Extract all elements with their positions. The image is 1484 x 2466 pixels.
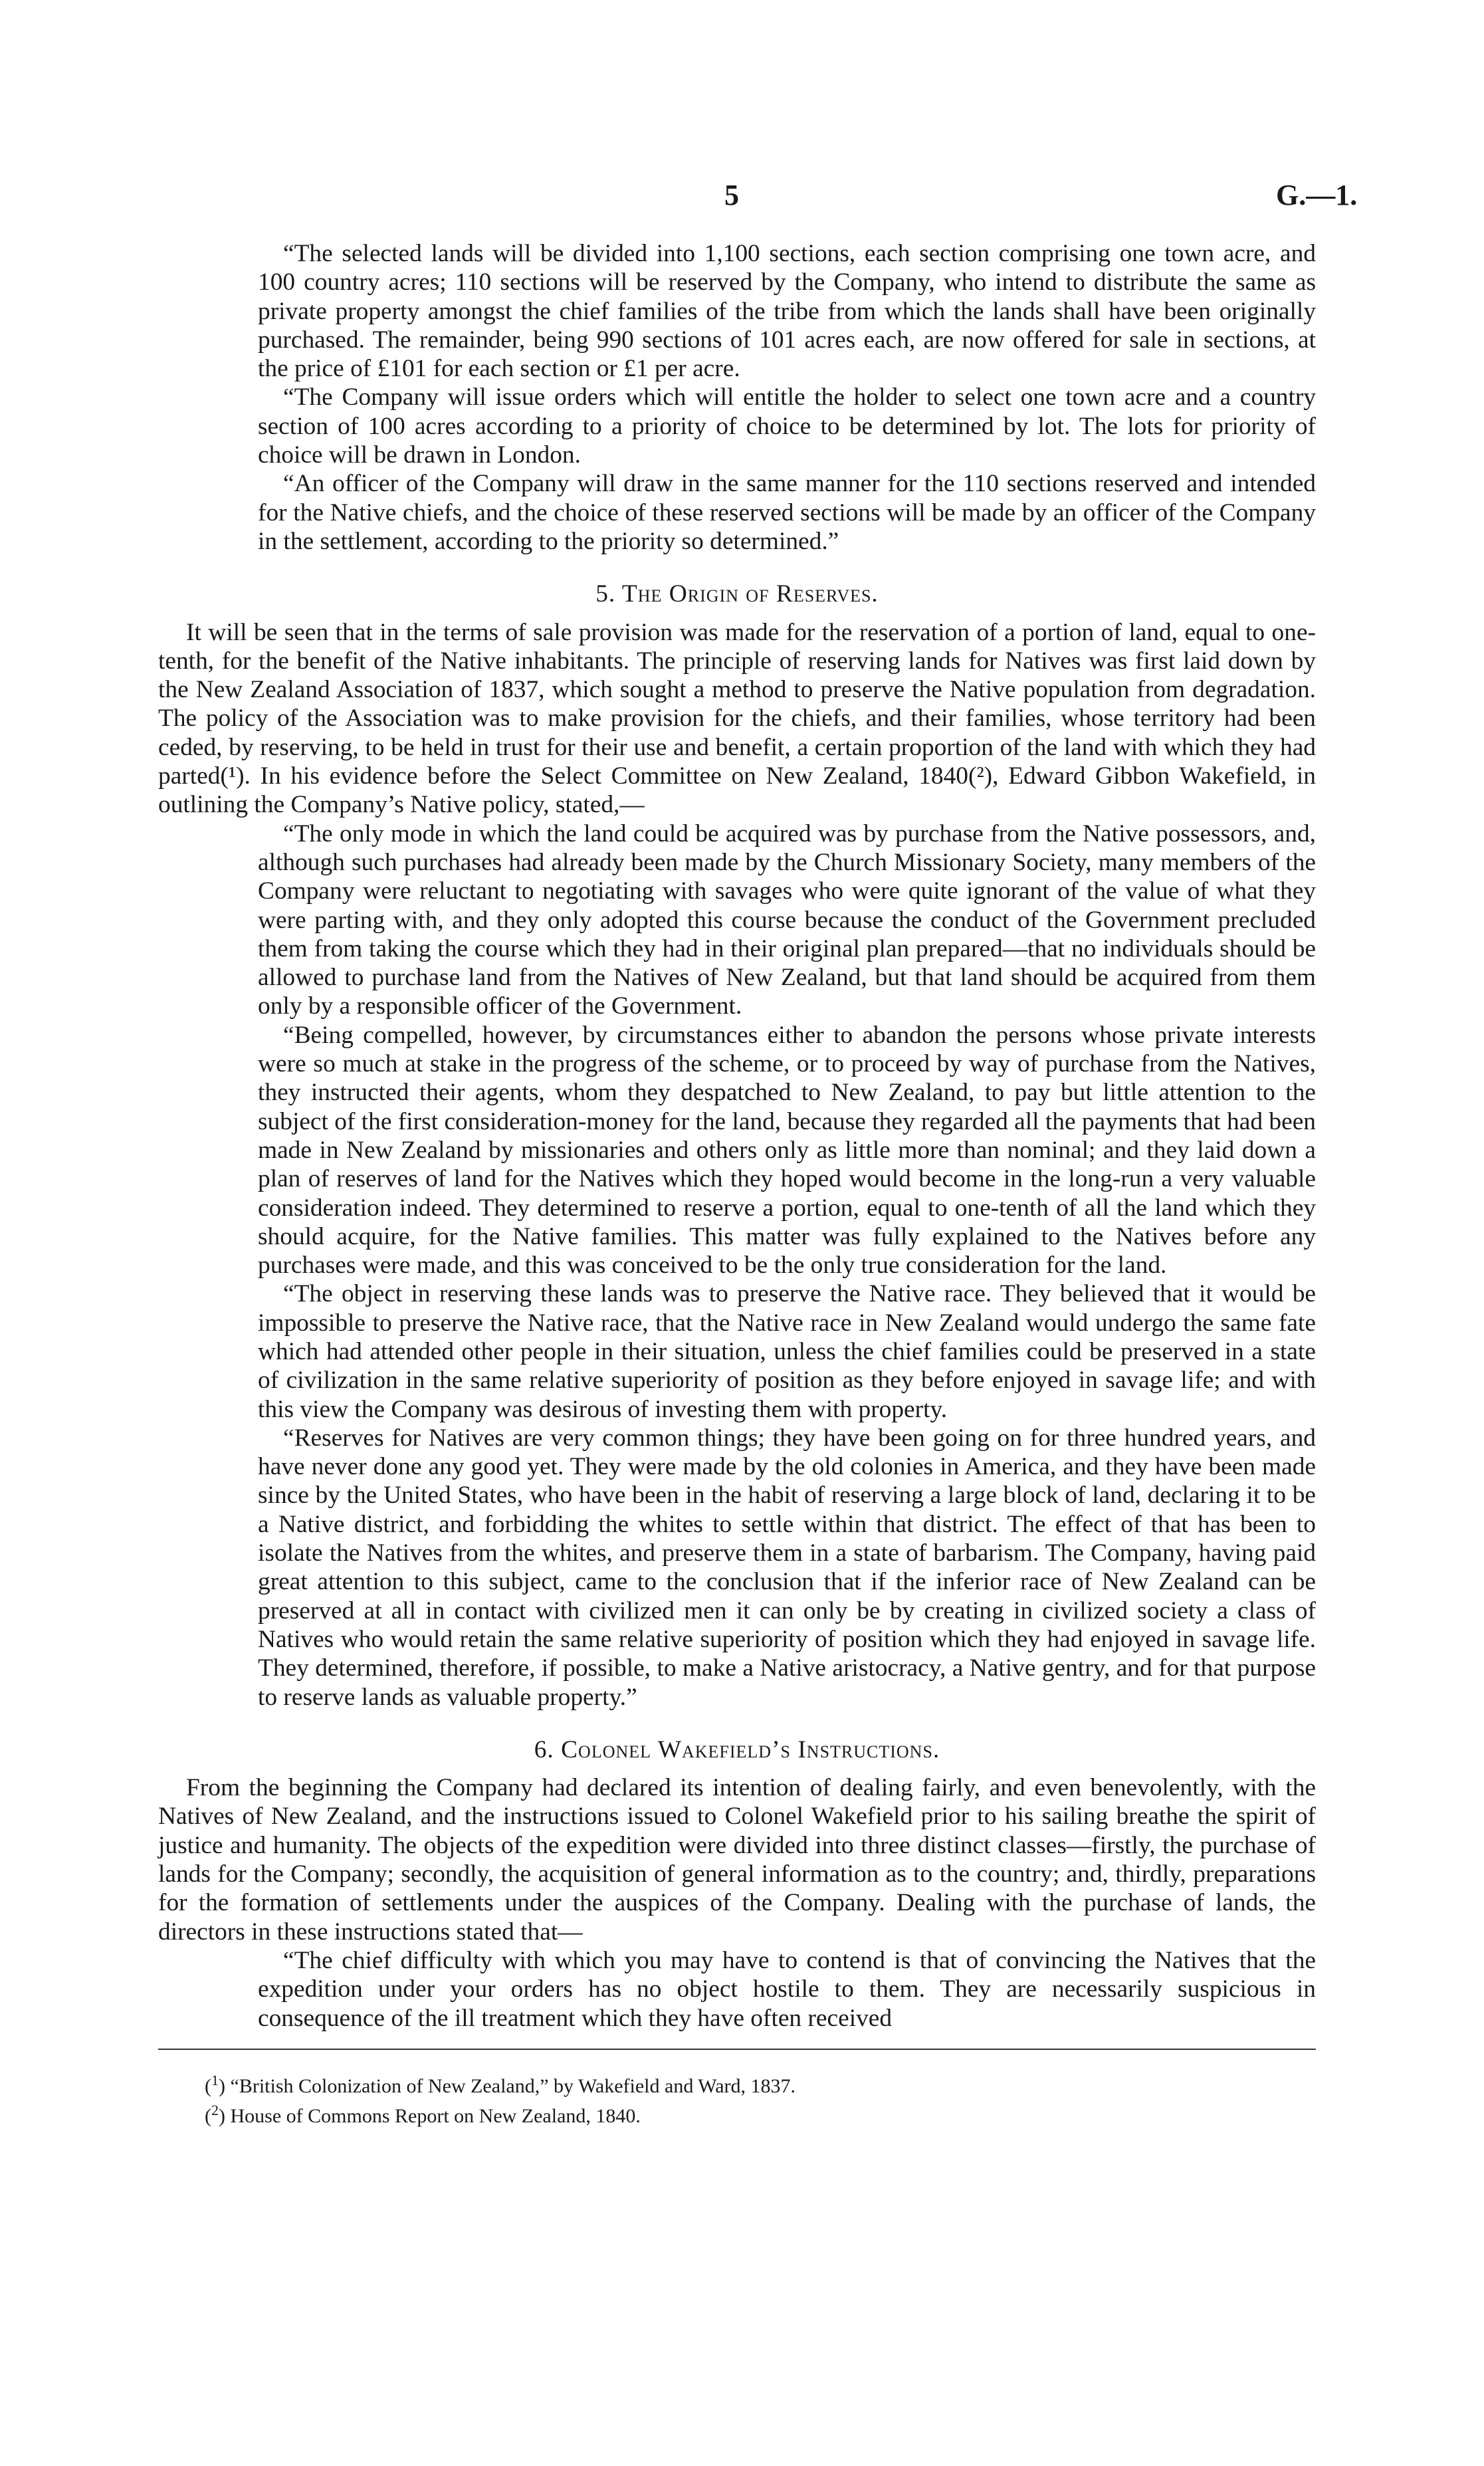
section5-intro-paragraph: It will be seen that in the terms of sale provision was made for the reservation of a portion of land, equal to one-tenth, for the benefit of the Native inhabitants. The principle of reserving lands for Natives was first laid down by the New Zealand Association of 1837, which sought a method to preserve the Native population from degradation. The policy of the Association was to make provision for the chiefs, and their families, whose territory had been ceded, by reserving, to be held in trust for their use and benefit, a certain proportion of the land with which they had parted(¹). In his evidence before the Select Committee on New Zealand, 1840(²), Edward Gibbon Wakefield, in outlining the Company’s Native policy, stated,— [158, 618, 1316, 819]
quote-paragraph: “The only mode in which the land could be acquired was by purchase from the Native possessors, and, although such purchases had already been made by the Church Missionary Society, many members of the Company were reluctant to negotiating with savages who were quite ignorant of the value of what they were parting with, and they only adopted this course because the conduct of the Government precluded them from taking the course which they had in their original plan prepared—that no individuals should be allowed to purchase land from the Natives of New Zealand, but that land should be acquired from them only by a responsible officer of the Government. [258, 820, 1316, 1020]
footnote-mark: 1 [211, 2071, 219, 2088]
section-heading-origin-of-reserves: 5. The Origin of Reserves. [595, 580, 879, 608]
footnote-text: “British Colonization of New Zealand,” by Wakefield and Ward, 1837. [230, 2074, 796, 2097]
instructions-quote [158, 1946, 1316, 2033]
wakefield-evidence-quote [158, 820, 1316, 1712]
footnote-mark: 2 [211, 2101, 219, 2118]
quote-paragraph: “The Company will issue orders which will entitle the holder to select one town acre and a country section of 100 acres according to a priority of choice to be determined by lot. The lots for priority of choice will be drawn in London. [258, 384, 1316, 469]
quote-paragraph: “An officer of the Company will draw in the same manner for the 110 sections reserved and intended for the Native chiefs, and the choice of these reserved sections will be made by an officer of the Company in the settlement, according to the priority so determined.” [258, 470, 1316, 555]
footnotes [158, 2069, 1316, 2128]
quote-paragraph: “Being compelled, however, by circumstances either to abandon the persons whose private interests were so much at stake in the progress of the scheme, or to proceed by way of purchase from the Natives, they instructed their agents, whom they despatched to New Zealand, to pay but little attention to the subject of the first consideration-money for the land, because they regarded all the payments that had been made in New Zealand by missionaries and others only as little more than nominal; and they laid down a plan of reserves of land for the Natives which they hoped would become in the long-run a very valuable consideration indeed. They determined to reserve a portion, equal to one-tenth of all the land which they should acquire, for the Native families. This matter was fully explained to the Natives before any purchases were made, and this was conceived to be the only true consideration for the land. [258, 1021, 1316, 1280]
quote-paragraph: “The selected lands will be divided into 1,100 sections, each section comprising one town acre, and 100 country acres; 110 sections will be reserved by the Company, who intend to distribute the same as private property amongst the chief families of the tribe from which the lands shall have been originally purchased. The remainder, being 990 sections of 101 acres each, are now offered for sale in sections, at the price of £101 for each section or £1 per acre. [258, 240, 1316, 383]
footnote: ($^2$) House of Commons Report on New Zealand, 1840. [205, 2101, 641, 2127]
footnote-divider [158, 2049, 1316, 2050]
quote-paragraph: “Reserves for Natives are very common things; they have been going on for three hundred years, and have never done any good yet. They were made by the old colonies in America, and they have been made since by the United States, who have been in the habit of reserving a large block of land, declaring it to be a Native district, and forbidding the whites to settle within that district. The effect of that has been to isolate the Natives from the whites, and preserve them in a state of barbarism. The Company, having paid great attention to this subject, came to the conclusion that if the inferior race of New Zealand can be preserved at all in contact with civilized men it can only be by creating in civilized society a class of Natives who would retain the same relative superiority of position which they had enjoyed in savage life. They determined, therefore, if possible, to make a Native aristocracy, a Native gentry, and for that purpose to reserve lands as valuable property.” [258, 1424, 1316, 1711]
quote-paragraph: “The object in reserving these lands was to preserve the Native race. They believed that it would be impossible to preserve the Native race, that the Native race in New Zealand would undergo the same fate which had attended other people in their situation, unless the chief families could be preserved in a state of civilization in the same relative superiority of position as they before enjoyed in savage life; and with this view the Company was desirous of investing them with property. [258, 1280, 1316, 1423]
document-reference: G.—1. [1276, 179, 1358, 211]
footnote: ($^1$) “British Colonization of New Zealand,” by Wakefield and Ward, 1837. [205, 2071, 796, 2097]
opening-quote [158, 239, 1316, 556]
page-body [158, 239, 1316, 2128]
section-heading-wakefield-instructions: 6. Colonel Wakefield’s Instructions. [534, 1736, 940, 1763]
footnote-text: House of Commons Report on New Zealand, 1840. [230, 2104, 641, 2127]
section6-intro-paragraph: From the beginning the Company had declared its intention of dealing fairly, and even benevolently, with the Natives of New Zealand, and the instructions issued to Colonel Wakefield prior to his sailing breathe the spirit of justice and humanity. The objects of the expedition were divided into three distinct classes—firstly, the purchase of lands for the Company; secondly, the acquisition of general information as to the country; and, thirdly, preparations for the formation of settlements under the auspices of the Company. Dealing with the purchase of lands, the directors in these instructions stated that— [158, 1774, 1316, 1946]
quote-paragraph: “The chief difficulty with which you may have to contend is that of convincing the Natives that the expedition under your orders has no object hostile to them. They are necessarily suspicious in consequence of the ill treatment which they have often received [258, 1946, 1316, 2032]
page-number: 5 [724, 179, 739, 211]
